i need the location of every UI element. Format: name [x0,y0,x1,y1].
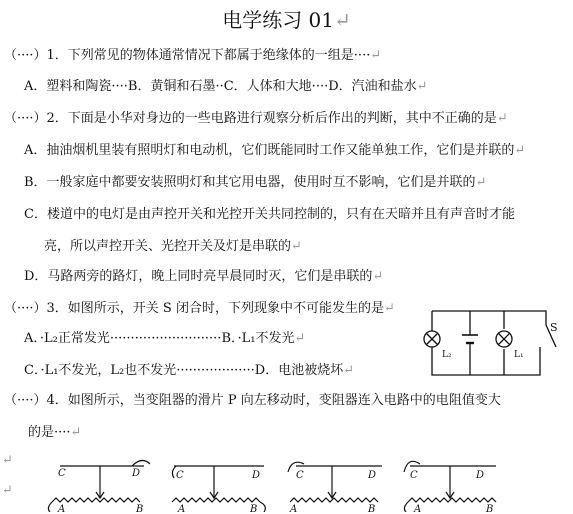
terminal-a-label: A [178,504,186,512]
terminal-b-label: B [136,504,144,512]
terminal-a-label: A [414,504,422,512]
paragraph-mark-icon: ↵ [343,363,355,378]
terminal-b-label: B [486,504,494,512]
terminal-c-label: C [176,470,184,481]
terminal-d-label: D [132,468,141,479]
question-3-options-cd: C．·L₁不发光，L₂也不发光···················D．电池被烧坏↵ [24,363,355,378]
question-2-option-b: B．一般家庭中都要安装照明灯和其它用电器，使用时互不影响，它们是并联的↵ [24,175,487,190]
question-1-options: A．塑料和陶瓷····B．黄铜和石墨··C．人体和大地····D．汽油和盐水↵ [24,79,428,94]
terminal-d-label: D [252,470,261,481]
question-4-stem-continued: 的是····↵ [28,425,82,440]
rheostat-diagram-1 [44,456,154,512]
paragraph-mark-icon: ↵ [514,143,526,158]
terminal-c-label: C [296,470,304,481]
rheostat-diagram-4 [400,456,510,512]
question-3-stem: （····）3．如图所示，开关 S 闭合时，下列现象中不可能发生的是↵ [4,301,395,316]
paragraph-mark-icon: ↵ [294,331,306,346]
terminal-d-label: D [476,470,485,481]
question-4-stem: （····）4．如图所示，当变阻器的滑片 P 向左移动时，变阻器连入电路中的电阻值变大 [4,393,501,408]
rheostat-diagram-3 [282,456,392,512]
paragraph-mark-icon: ↵ [383,301,395,316]
paragraph-mark-icon: ↵ [370,48,382,63]
question-2-option-a: A．抽油烟机里装有照明灯和电动机，它们既能同时工作又能单独工作，它们是并联的↵ [24,143,526,158]
lamp2-label: L₂ [442,350,452,360]
question-1-stem: （····）1．下列常见的物体通常情况下都属于绝缘体的一组是····↵ [4,48,382,63]
rheostat-diagram-2 [164,456,274,512]
terminal-b-label: B [368,504,376,512]
paragraph-mark-icon: ↵ [2,453,13,468]
title-text: 电学练习 01 [222,8,335,32]
paragraph-mark-icon: ↵ [291,239,302,254]
switch-label: S [550,321,558,334]
question-2-option-c-continued: 亮，所以声控开关、光控开关及灯是串联的↵ [44,239,302,254]
paragraph-mark-icon: ↵ [475,175,487,190]
paragraph-mark-icon: ↵ [70,425,82,440]
paragraph-mark-icon: ↵ [2,483,13,498]
terminal-a-label: A [58,504,66,512]
question-3-options-ab: A．·L₂正常发光···························B．·L₁不发光↵ [24,331,306,346]
question-2-stem: （····）2．下面是小华对身边的一些电路进行观察分析后作出的判断，其中不正确的是↵ [4,111,508,126]
paragraph-mark-icon: ↵ [372,269,384,284]
question-2-option-c: C．楼道中的电灯是由声控开关和光控开关共同控制的，只有在天暗并且有声音时才能 [24,207,515,222]
terminal-a-label: A [290,504,298,512]
paragraph-mark-icon: ↵ [496,111,508,126]
question-2-option-d: D．马路两旁的路灯，晚上同时亮早晨同时灭，它们是串联的↵ [24,269,384,284]
paragraph-mark-icon: ↵ [334,8,351,32]
page-title [0,4,573,33]
terminal-b-label: B [250,504,258,512]
lamp1-label: L₁ [514,350,524,360]
terminal-d-label: D [368,470,377,481]
terminal-c-label: C [410,470,418,481]
circuit-diagram [418,303,568,383]
terminal-c-label: C [58,468,66,479]
paragraph-mark-icon: ↵ [416,79,428,94]
